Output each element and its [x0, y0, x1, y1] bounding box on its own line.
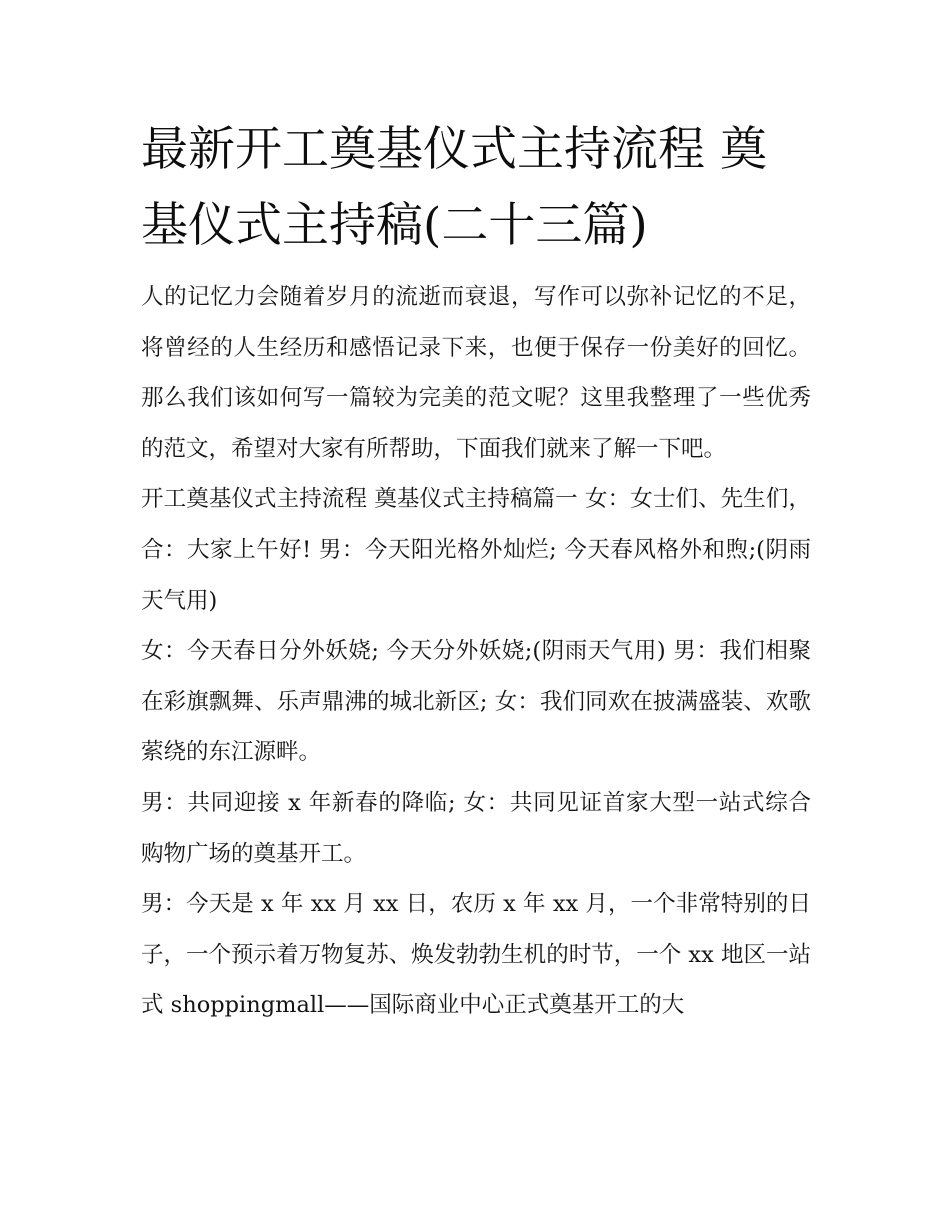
paragraph-opening: 开工奠基仪式主持流程 奠基仪式主持稿篇一 女：女士们、先生们， 合：大家上午好! 男：今天阳光格外灿烂; 今天春风格外和煦;(阴雨天气用) [141, 486, 811, 614]
paragraph-dialogue-2: 男：共同迎接 x 年新春的降临; 女：共同见证首家大型一站式综合购物广场的奠基开工。 [141, 789, 811, 867]
paragraph-dialogue-1: 女：今天春日分外妖娆; 今天分外妖娆;(阴雨天气用) 男：我们相聚在彩旗飘舞、乐声鼎沸的城北新区; 女：我们同欢在披满盛装、欢歌萦绕的东江源畔。 [141, 638, 811, 766]
document-body [141, 112, 811, 1031]
document-title: 最新开工奠基仪式主持流程 奠基仪式主持稿(二十三篇) [141, 122, 767, 253]
paragraph-intro: 人的记忆力会随着岁月的流逝而衰退，写作可以弥补记忆的不足，将曾经的人生经历和感悟记录下来，也便于保存一份美好的回忆。那么我们该如何写一篇较为完美的范文呢？这里我整理了一些优秀的范文，希望对大家有所帮助，下面我们就来了解一下吧。 [141, 284, 811, 462]
paragraph-dialogue-3: 男：今天是 x 年 xx 月 xx 日，农历 x 年 xx 月，一个非常特别的日子，一个预示着万物复苏、焕发勃勃生机的时节，一个 xx 地区一站式 shoppingmall——国际商业中心正式奠基开工的大 [141, 891, 811, 1019]
